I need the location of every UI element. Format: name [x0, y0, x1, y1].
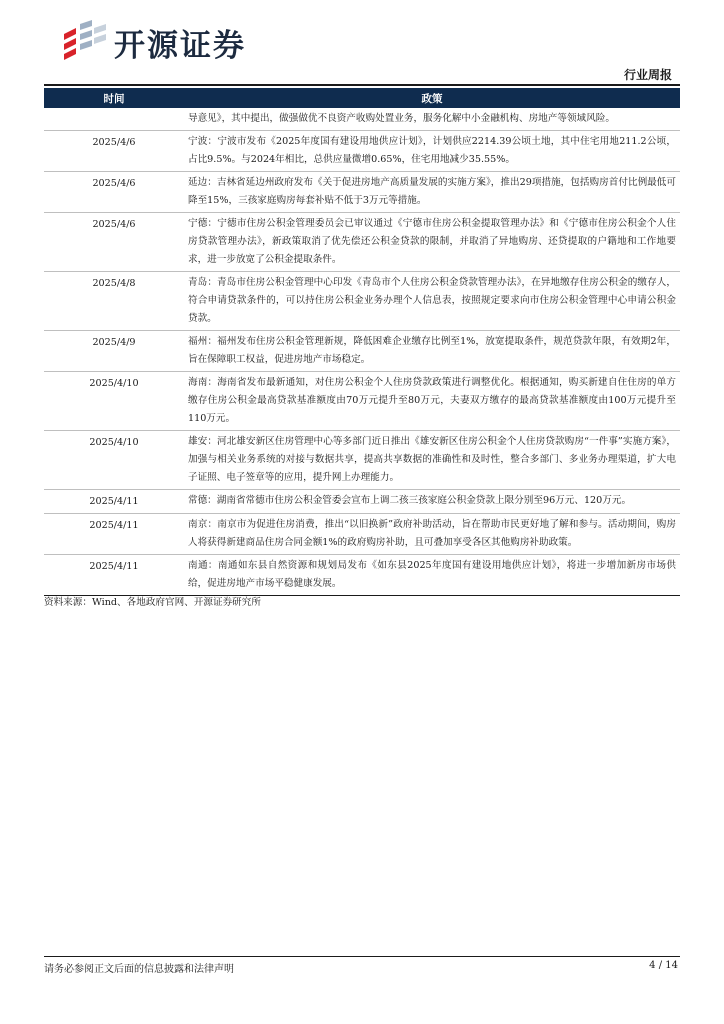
policy-date-cell: 2025/4/6	[44, 131, 184, 172]
header-divider	[44, 84, 680, 86]
page-number: 4 / 14	[649, 960, 678, 971]
policy-text-cell: 海南：海南省发布最新通知，对住房公积金个人住房贷款政策进行调整优化。根据通知，购买新建自住住房的单方缴存住房公积金最高贷款基准额度由70万元提升至80万元，夫妻双方缴存的最高贷款基准额度由100万元提升至110万元。	[184, 372, 680, 431]
column-header-policy: 政策	[184, 88, 680, 108]
table-row	[44, 372, 680, 431]
policy-text-cell: 常德：湖南省常德市住房公积金管委会宣布上调二孩三孩家庭公积金贷款上限分别至96万元、120万元。	[184, 490, 680, 514]
table-row	[44, 431, 680, 490]
policy-date-cell: 2025/4/11	[44, 514, 184, 555]
policy-text-cell: 福州：福州发布住房公积金管理新规，降低困难企业缴存比例至1%，放宽提取条件，规范贷款年限，有效期2年，旨在保障职工权益，促进房地产市场稳定。	[184, 331, 680, 372]
table-row	[44, 331, 680, 372]
company-logo	[62, 20, 246, 64]
policy-text-cell: 雄安：河北雄安新区住房管理中心等多部门近日推出《雄安新区住房公积金个人住房贷款购房“一件事”实施方案》，加强与相关业务系统的对接与数据共享，提高共享数据的准确性和及时性，整合多部门、多业务办理渠道，扩大电子证照、电子签章等的应用，提升网上办理能力。	[184, 431, 680, 490]
policy-date-cell: 2025/4/6	[44, 213, 184, 272]
report-type-label: 行业周报	[623, 68, 672, 82]
policy-text-cell: 导意见》，其中提出，做强做优不良资产收购处置业务，服务化解中小金融机构、房地产等领域风险。	[184, 108, 680, 131]
policy-text-cell: 南京：南京市为促进住房消费，推出“以旧换新”政府补助活动，旨在帮助市民更好地了解和参与。活动期间，购房人将获得新建商品住房合同金额1%的政府购房补助，且可叠加享受各区其他购房补助政策。	[184, 514, 680, 555]
table-row	[44, 172, 680, 213]
table-row	[44, 272, 680, 331]
policy-table	[44, 88, 680, 596]
policy-text-cell: 宁波：宁波市发布《2025年度国有建设用地供应计划》，计划供应2214.39公顷土地，其中住宅用地211.2公顷，占比9.5%。与2024年相比，总供应量微增0.65%，住宅用地减少35.55%。	[184, 131, 680, 172]
policy-text-cell: 青岛：青岛市住房公积金管理中心印发《青岛市个人住房公积金贷款管理办法》，在异地缴存住房公积金的缴存人，符合申请贷款条件的，可以持住房公积金业务办理个人信息表，按照规定要求向市住房公积金管理中心申请公积金贷款。	[184, 272, 680, 331]
table-row	[44, 555, 680, 596]
policy-text-cell: 南通：南通如东县自然资源和规划局发布《如东县2025年度国有建设用地供应计划》，将进一步增加新房市场供给，促进房地产市场平稳健康发展。	[184, 555, 680, 596]
source-note: 资料来源：Wind、各地政府官网、开源证券研究所	[44, 597, 261, 608]
policy-text-cell: 宁德：宁德市住房公积金管理委员会已审议通过《宁德市住房公积金提取管理办法》和《宁德市住房公积金个人住房贷款管理办法》，新政策取消了优先偿还公积金贷款的限制，并取消了异地购房、还贷提取的户籍地和工作地要求，进一步放宽了公积金提取条件。	[184, 213, 680, 272]
policy-date-cell: 2025/4/6	[44, 172, 184, 213]
policy-date-cell: 2025/4/9	[44, 331, 184, 372]
table-row	[44, 514, 680, 555]
logo-mark-icon	[62, 20, 108, 64]
policy-date-cell: 2025/4/10	[44, 431, 184, 490]
table-header-row	[44, 88, 680, 108]
policy-date-cell: 2025/4/10	[44, 372, 184, 431]
table-row	[44, 108, 680, 131]
policy-date-cell: 2025/4/11	[44, 555, 184, 596]
policy-table-container	[44, 88, 680, 596]
table-row	[44, 131, 680, 172]
table-row	[44, 213, 680, 272]
footer-divider	[44, 956, 680, 957]
policy-date-cell: 2025/4/11	[44, 490, 184, 514]
column-header-date: 时间	[44, 88, 184, 108]
policy-date-cell	[44, 108, 184, 131]
table-row	[44, 490, 680, 514]
policy-date-cell: 2025/4/8	[44, 272, 184, 331]
policy-text-cell: 延边：吉林省延边州政府发布《关于促进房地产高质量发展的实施方案》，推出29项措施，包括购房首付比例最低可降至15%，三孩家庭购房每套补贴不低于3万元等措施。	[184, 172, 680, 213]
brand-name: 开源证券	[114, 27, 246, 64]
disclaimer-text: 请务必参阅正文后面的信息披露和法律声明	[44, 964, 234, 975]
